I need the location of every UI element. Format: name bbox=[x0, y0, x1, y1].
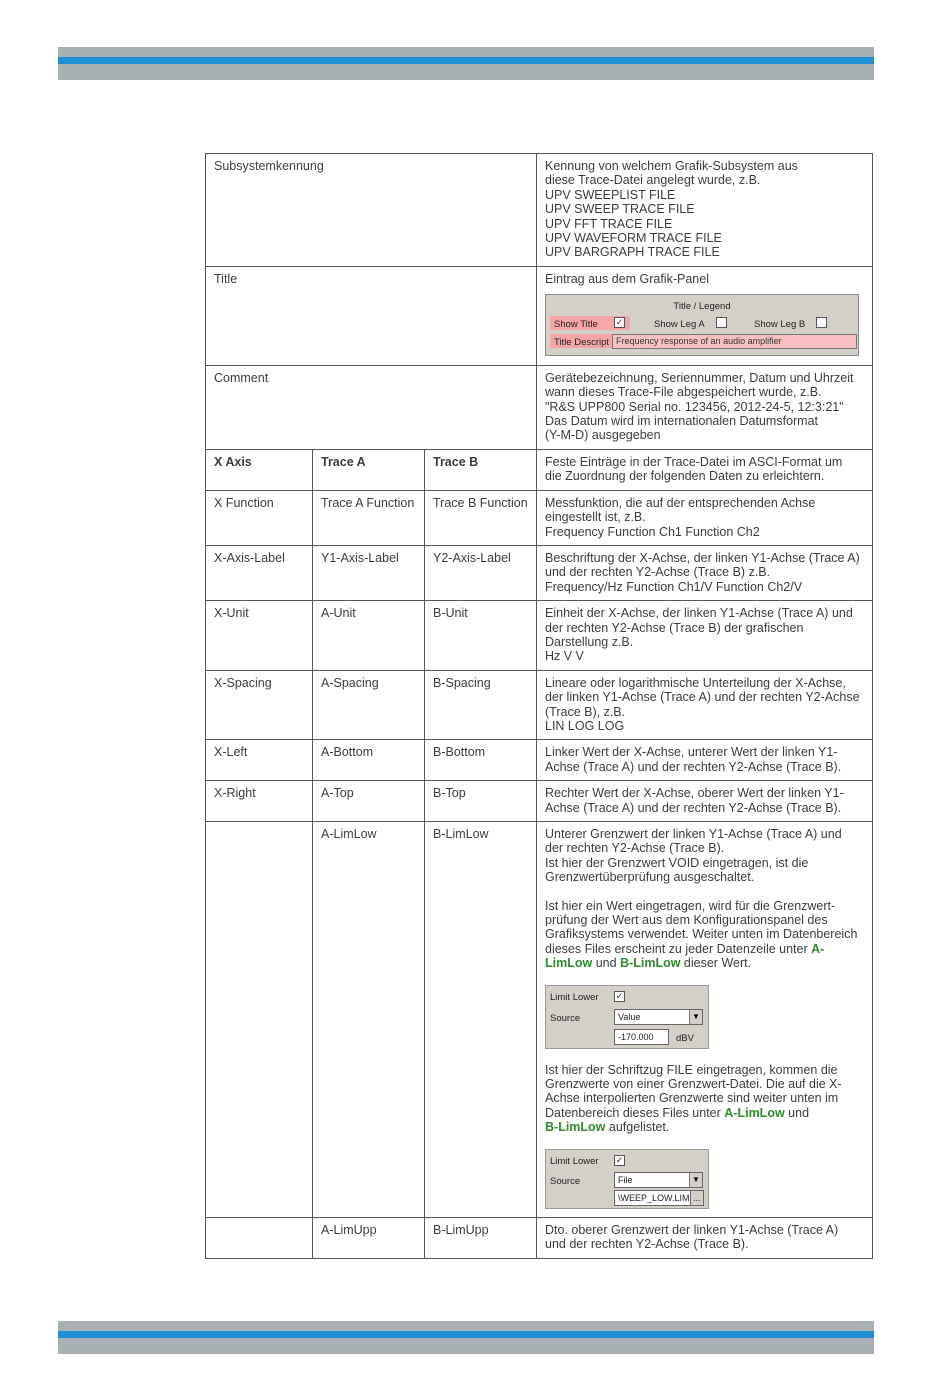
label-comment: Comment bbox=[206, 365, 537, 449]
cell-b-unit: B-Unit bbox=[425, 601, 537, 671]
cell-b-spacing: B-Spacing bbox=[425, 670, 537, 740]
row-unit bbox=[206, 601, 873, 671]
chevron-down-icon: ▼ bbox=[689, 1010, 702, 1024]
cell-y2-axis-label: Y2-Axis-Label bbox=[425, 545, 537, 600]
trace-file-table bbox=[205, 153, 873, 1259]
label-subsystem: Subsystemkennung bbox=[206, 154, 537, 267]
limit-lower-label: Limit Lower bbox=[550, 991, 599, 1003]
limit-value-input[interactable]: -170.000 bbox=[614, 1029, 669, 1045]
desc-limupp: Dto. oberer Grenzwert der linken Y1-Achse (Trace A) und der rechten Y2-Achse (Trace B). bbox=[537, 1218, 873, 1259]
row-subsystem bbox=[206, 154, 873, 267]
header-x-axis: X Axis bbox=[206, 449, 313, 490]
row-header bbox=[206, 449, 873, 490]
cell-b-bottom: B-Bottom bbox=[425, 740, 537, 781]
title-descript-input[interactable]: Frequency response of an audio amplifier bbox=[612, 334, 857, 349]
limit-lower-checkbox[interactable]: ✓ bbox=[615, 990, 624, 1001]
cell-trace-b-function: Trace B Function bbox=[425, 490, 537, 545]
cell-limlow-empty bbox=[206, 822, 313, 1218]
title-descript-label: Title Descript bbox=[554, 337, 610, 349]
cell-a-unit: A-Unit bbox=[313, 601, 425, 671]
row-limupp bbox=[206, 1218, 873, 1259]
desc-title: Eintrag aus dem Grafik-Panel Title / Legend Show Title ✓ Show Leg A Show Leg B Title Descript Frequency response of an audio amplifier bbox=[537, 266, 873, 365]
cell-x-spacing: X-Spacing bbox=[206, 670, 313, 740]
cell-x-axis-label: X-Axis-Label bbox=[206, 545, 313, 600]
cell-x-function: X Function bbox=[206, 490, 313, 545]
desc-limlow: Unterer Grenzwert der linken Y1-Achse (Trace A) und der rechten Y2-Achse (Trace B). Ist hier der Grenzwert VOID eingetragen, ist die Grenzwertüberprüfung ausgeschaltet. Ist hier ein Wert eingetragen, wird für die Grenzwert- prüfung der Wert aus dem Konfigurationspanel des Grafiksystems verwendet. Weiter unten im Datenbereich dieses Files erscheint zu jeder Datenzeile unter A- LimLow und B-LimLow dieser Wert. Limit Lower ✓ Source Value ▼ -170.000 dBV Ist hier der Schriftzug FILE eingetragen, kommen die Grenzwerte von einer Grenzwert-Datei. Die auf die X- Achse interpolierten Grenzwerte sind weiter unten im Datenbereich dieses Files unter A-LimLow und B-LimLow aufgelistet. Limit Lower ✓ Source File ▼ \WEEP_LOW.LIM ... bbox=[537, 822, 873, 1218]
cell-x-left: X-Left bbox=[206, 740, 313, 781]
row-comment bbox=[206, 365, 873, 449]
desc-left: Linker Wert der X-Achse, unterer Wert der linken Y1- Achse (Trace A) und der rechten Y2-Achse (Trace B). bbox=[537, 740, 873, 781]
row-axis-label bbox=[206, 545, 873, 600]
desc-function: Messfunktion, die auf der entsprechenden Achse eingestellt ist, z.B. Frequency Function Ch1 Function Ch2 bbox=[537, 490, 873, 545]
footer-band bbox=[58, 1321, 874, 1354]
desc-spacing: Lineare oder logarithmische Unterteilung der X-Achse, der linken Y1-Achse (Trace A) und der rechten Y2-Achse (Trace B), z.B. LIN LOG LOG bbox=[537, 670, 873, 740]
desc-subsystem: Kennung von welchem Grafik-Subsystem aus diese Trace-Datei angelegt wurde, z.B. UPV SWEEPLIST FILE UPV SWEEP TRACE FILE UPV FFT TRACE FILE UPV WAVEFORM TRACE FILE UPV BARGRAPH TRACE FILE bbox=[537, 154, 873, 267]
row-limlow bbox=[206, 822, 873, 1218]
cell-b-limlow: B-LimLow bbox=[425, 822, 537, 1218]
desc-right: Rechter Wert der X-Achse, oberer Wert der linken Y1- Achse (Trace A) und der rechten Y2-Achse (Trace B). bbox=[537, 781, 873, 822]
cell-y1-axis-label: Y1-Axis-Label bbox=[313, 545, 425, 600]
source-select[interactable]: File ▼ bbox=[614, 1172, 703, 1188]
cell-x-unit: X-Unit bbox=[206, 601, 313, 671]
cell-b-top: B-Top bbox=[425, 781, 537, 822]
limit-file-input[interactable]: \WEEP_LOW.LIM bbox=[614, 1190, 691, 1206]
cell-a-spacing: A-Spacing bbox=[313, 670, 425, 740]
header-trace-b: Trace B bbox=[425, 449, 537, 490]
limit-panel-value bbox=[545, 985, 709, 1049]
row-function bbox=[206, 490, 873, 545]
header-trace-a: Trace A bbox=[313, 449, 425, 490]
title-legend-panel bbox=[545, 294, 859, 356]
panel-heading: Title / Legend bbox=[673, 301, 731, 313]
cell-b-limupp: B-LimUpp bbox=[425, 1218, 537, 1259]
cell-a-limlow: A-LimLow bbox=[313, 822, 425, 1218]
label-title: Title bbox=[206, 266, 537, 365]
source-label: Source bbox=[550, 1175, 581, 1187]
limit-unit-label: dBV bbox=[676, 1032, 694, 1044]
cell-a-bottom: A-Bottom bbox=[313, 740, 425, 781]
cell-a-top: A-Top bbox=[313, 781, 425, 822]
cell-trace-a-function: Trace A Function bbox=[313, 490, 425, 545]
limit-panel-file bbox=[545, 1149, 709, 1209]
limit-lower-label: Limit Lower bbox=[550, 1155, 599, 1167]
cell-limupp-empty bbox=[206, 1218, 313, 1259]
show-leg-a-checkbox[interactable] bbox=[716, 317, 727, 328]
desc-axis-label: Beschriftung der X-Achse, der linken Y1-Achse (Trace A) und der rechten Y2-Achse (Trace B) z.B. Frequency/Hz Function Ch1/V Function Ch2/V bbox=[537, 545, 873, 600]
row-left bbox=[206, 740, 873, 781]
limit-lower-checkbox[interactable]: ✓ bbox=[615, 1154, 624, 1165]
chevron-down-icon: ▼ bbox=[689, 1173, 702, 1187]
desc-comment: Gerätebezeichnung, Seriennummer, Datum und Uhrzeit wann dieses Trace-File abgespeichert wurde, z.B. "R&S UPP800 Serial no. 123456, 2012-24-5, 12:3:21" Das Datum wird im internationalen Datumsformat (Y-M-D) ausgegeben bbox=[537, 365, 873, 449]
row-right bbox=[206, 781, 873, 822]
browse-button[interactable]: ... bbox=[690, 1190, 704, 1206]
show-leg-a-label: Show Leg A bbox=[654, 319, 705, 331]
source-select[interactable]: Value ▼ bbox=[614, 1009, 703, 1025]
desc-unit: Einheit der X-Achse, der linken Y1-Achse (Trace A) und der rechten Y2-Achse (Trace B) der grafischen Darstellung z.B. Hz V V bbox=[537, 601, 873, 671]
show-leg-b-checkbox[interactable] bbox=[816, 317, 827, 328]
row-spacing bbox=[206, 670, 873, 740]
cell-x-right: X-Right bbox=[206, 781, 313, 822]
show-title-label: Show Title bbox=[554, 319, 598, 331]
show-leg-b-label: Show Leg B bbox=[754, 319, 806, 331]
desc-header: Feste Einträge in der Trace-Datei im ASCI-Format um die Zuordnung der folgenden Daten zu erleichtern. bbox=[537, 449, 873, 490]
cell-a-limupp: A-LimUpp bbox=[313, 1218, 425, 1259]
header-band bbox=[58, 47, 874, 80]
show-title-checkbox[interactable]: ✓ bbox=[615, 317, 624, 328]
row-title bbox=[206, 266, 873, 365]
source-label: Source bbox=[550, 1012, 581, 1024]
